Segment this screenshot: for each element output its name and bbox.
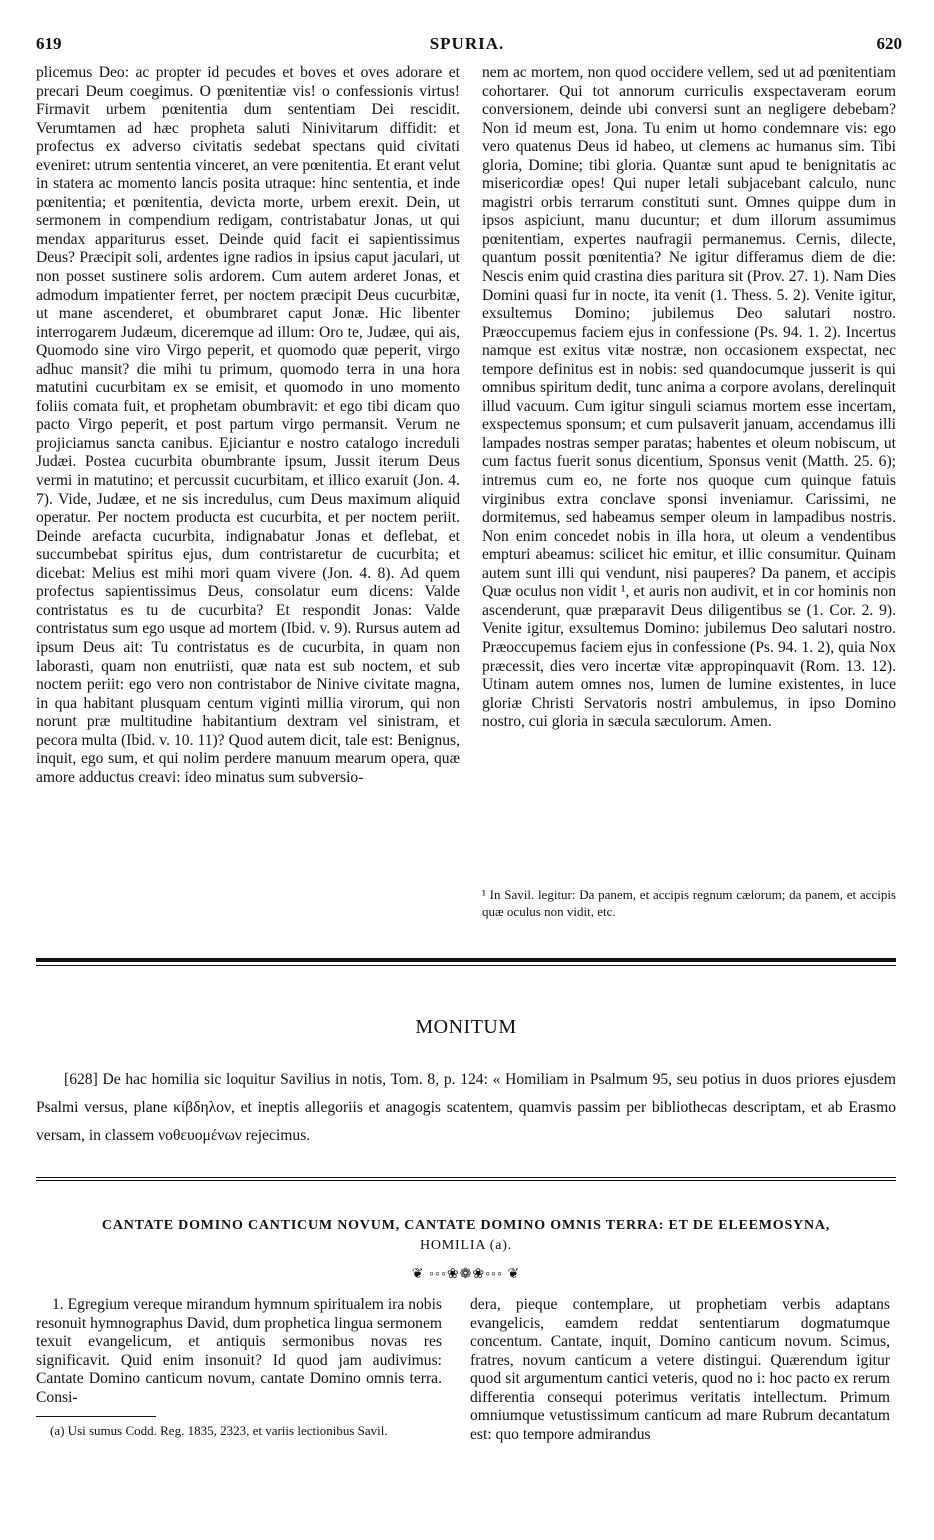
homily-footnote: (a) Usi sumus Codd. Reg. 1835, 2323, et variis lectionibus Savil. [50, 1423, 388, 1438]
homily-title-line2: HOMILIA (a). [419, 1238, 513, 1253]
ornament-icon: ❦ ◦◦◦❀❁❀◦◦◦ ❦ [411, 1267, 521, 1282]
homily-right-column: dera, pieque contemplare, ut prophetiam verbis adaptans evangelicis, eamdem reddat sententiarum dogmatumque concentum. Cantate, inquit, Domino canticum novum. Scimus, fratres, novum canticum a vetere distingui. Quærendum igitur quod sit argumentum cantici veteris, quod no i: hoc pacto ex rerum differentia consequi poterimus veritatis intellectum. Primum omniumque vetustissimum canticum ad mare Rubrum decantatum est: quo tempore admirandus [470, 1296, 890, 1443]
top-footnote: ¹ In Savil. legitur: Da panem, et accipis regnum cælorum; da panem, et accipis quæ oculus non vidit, etc. [482, 887, 896, 919]
homily-left-column: 1. Egregium vereque mirandum hymnum spiritualem ira nobis resonuit hymnographus David, dum prophetica lingua sermonem texuit evangelicum, et antiquis sermonibus novas res significavit. Quid enim insonuit? Id quod jam audivimus: Cantate Domino canticum novum, cantate Domino omnis terra. Consi- [36, 1296, 442, 1406]
section-divider-thin [36, 965, 896, 966]
homily-title-line1: CANTATE DOMINO CANTICUM NOVUM, CANTATE DOMINO OMNIS TERRA: ET DE ELEEMOSYNA, [101, 1218, 831, 1233]
running-title: SPURIA. [429, 34, 505, 53]
monitum-rule-2 [36, 1180, 896, 1181]
monitum-rule [36, 1177, 896, 1178]
page-number-left: 619 [36, 34, 62, 53]
section-divider [36, 958, 896, 962]
top-right-column [482, 64, 896, 854]
page-number-right: 620 [876, 34, 902, 53]
top-left-column [36, 64, 460, 938]
top-right-text: nem ac mortem, non quod occidere vellem, sed ut ad pœnitentiam cohortarer. Qui tot annorum curriculis exspectaveram eorum conversionem, deinde ubi conversi sunt an negligere debebam? Non id meum est, Jona. Tu enim ut homo condemnare vis: ego vero quatenus Deus id habeo, ut clemens ac humanus sim. Tibi gloria, Domine; tibi gloria. Quantæ sunt apud te benignitatis ac misericordiæ opes! Qui nuper letali subjacebant calculo, nunc magistri orbis terrarum constituti sunt. Omnes quippe dum in ipsos aspiciunt, manu ducuntur; et dum illorum assumimus pœnitentiam, expertes naufragii permanemus. Cernis, dilecte, quantum possit pœnitentia? Ne igitur differamus diem de die: Nescis enim quid crastina dies paritura sit (Prov. 27. 1). Nam Dies Domini quasi fur in nocte, ita venit (1. Thess. 5. 2). Venite igitur, exsultemus Domino; jubilemus Deo salutari nostro. Præoccupemus faciem ejus in confessione (Ps. 94. 1. 2). Incertus namque est exitus vitæ nostræ, non occasionem exspectat, nec tempore definitus est in nobis: sed quandocumque jusserit is qui omnibus spiritum dedit, tunc anima a corpore avolans, derelinquit illud vacuum. Cum igitur singuli sciamus mortem esse incertam, exspectemus sponsum; et cum pulsaverit januam, accendamus illi lampades nostras semper paratas; habentes et oleum nobiscum, ut cum factus fuerit sonus dicentium, Sponsus venit (Matth. 25. 6); intremus cum eo, ne forte nos quoque cum quinque fatuis virginibus extra conclave sponsi inveniamur. Carissimi, ne dormitemus, sed habeamus semper oleum in lampadibus nostris. Non enim concedet nobis in illa hora, ut oleum a vendentibus empturi abeamus: scilicet hic emitur, et illic consumitur. Quinam autem sunt illi qui vendunt, nisi pauperes? Da panem, et accipis Quæ oculus non vidit ¹, et auris non audivit, et in cor hominis non ascenderunt, quæ præparavit Deus diligentibus se (1. Cor. 2. 9). Venite igitur, exsultemus Domino: jubilemus Deo salutari nostro. Præoccupemus faciem ejus in confessione (Ps. 94. 1. 2), quia Nox præcessit, dies vero incertæ vitæ appropinquavit (Rom. 13. 12). Utinam autem omnes nos, lumen de lumine existentes, in luce gloriæ Christi Servatoris nostri ambulemus, in ipso Domino nostro, cui gloria in sæcula sæculorum. Amen. [482, 64, 896, 731]
monitum-body: [628] De hac homilia sic loquitur Savilius in notis, Tom. 8, p. 124: « Homiliam in Psalmum 95, seu potius in duos priores ejusdem Psalmi versus, plane κίβδηλον, et ineptis allegoriis et anagogis scatentem, quamvis passim per bibliothecas descriptam, et ab Erasmo versam, in classem νοθευομένων rejecimus. [36, 1071, 896, 1144]
top-left-text: plicemus Deo: ac propter id pecudes et boves et oves adorare et precari Deum coegimus. O pœnitentiæ vis! o confessionis virtus! Firmavit urbem pœnitentia dum sententiam Dei rescidit. Verumtamen ad hæc propheta saluti Ninivitarum diffidit: et profectus ex adverso civitatis sedebat spectans quid civitati eveniret: utrum sententia vinceret, an vere pœnitentia. Et erant velut in statera ac momento lancis posita utraque: hinc sententia, et inde pœnitentia; et pœnitentia, devicta morte, urbem erexit. Dein, ut sermonem in compendium redigam, contristabatur Jonas, ut qui mendax appariturus esset. Deinde quid facit ei sapientissimus Deus? Præcipit soli, ardentes igne radios in ipsius caput jaculari, ut non posset sustinere solis ardorem. Cum autem arderet Jonas, et admodum impatienter ferret, per noctem præcipit Deus cucurbitæ, ut mane ascenderet, et obumbraret caput Jonæ. Hic libenter interrogarem Judæum, diceremque ad illum: Oro te, Judæe, qui ais, Quomodo sine viro Virgo peperit, et quomodo quæ peperit, virgo adhuc mansit? die mihi tu primum, quomodo terra in una hora matutini cucurbitam ex se emisit, et quomodo in uno momento foliis comata fuit, et prophetam obumbravit: et ego tibi dicam quo pacto Virgo peperit, et post partum virgo permansit. Verum ne projiciamus sancta canibus. Ejiciantur e nostro catalogo increduli Judæi. Postea cucurbita obumbrante ipsum, Jussit iterum Deus vermi in matutino; et percussit cucurbitam, et illico exaruit (Jon. 4. 7). Vide, Judæe, et ne sis incredulus, cum Deus maximum aliquid operatur. Per noctem producta est cucurbita, et per noctem periit. Deinde arefacta cucurbita, indignabatur Jonas et deflebat, et succumbebat spiritus ejus, dum contristaretur de cucurbita; et dicebat: Melius est mihi mori quam vivere (Jon. 4. 8). Ad quem profectus sapientissimus Deus, consolatur eum dicens: Valde contristatus es tu de cucurbita? Et respondit Jonas: Valde contristatus sum ego usque ad mortem (Ibid. v. 9). Rursus autem ad ipsum Deus ait: Tu contristatus es de cucurbita, in quam non laborasti, quam non enutriisti, quæ nata est sub noctem, et sub noctem periit: ego vero non contristabor de Ninive civitate magna, in qua habitant plusquam centum viginti millia virorum, qui non norunt præ multitudine habitantium dextram vel sinistram, et pecora multa (Ibid. v. 10. 11)? Quod autem dicit, tale est: Benignus, inquit, ego sum, et qui nolim perdere manuum mearum opera, quæ amore adductus creavi: ideo minatus sum subversio- [36, 64, 460, 786]
footnote-rule [36, 1416, 156, 1417]
monitum-title: MONITUM [415, 1016, 517, 1038]
